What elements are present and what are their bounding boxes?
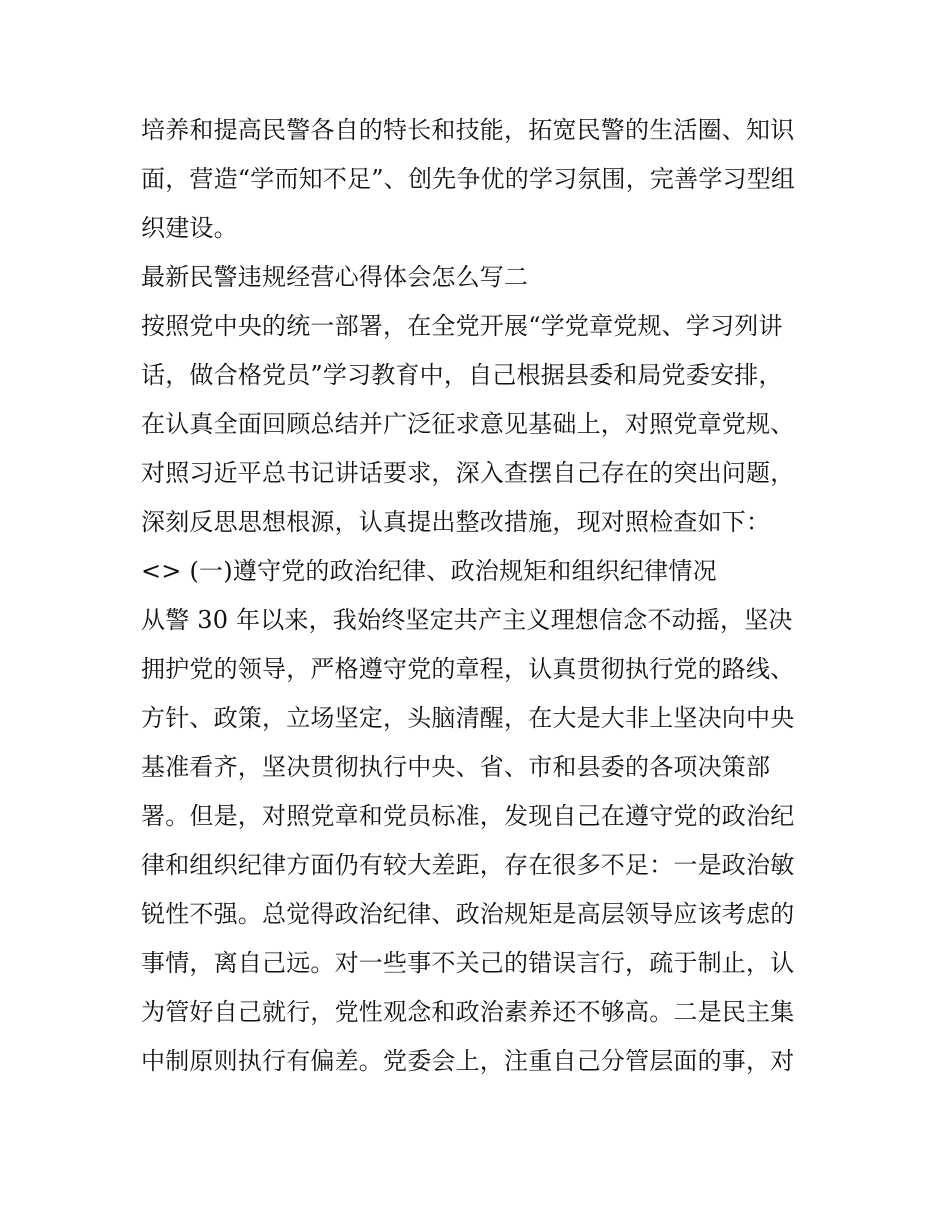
paragraph-line: 按照党中央的统一部署，在全党开展“学党章党规、学习列讲 — [141, 312, 783, 340]
paragraph-line: 织建设。 — [141, 214, 238, 242]
paragraph-line: 话，做合格党员”学习教育中，自己根据县委和局党委安排， — [141, 361, 783, 389]
paragraph-line: 为管好自己就行，党性观念和政治素养还不够高。二是民主集 — [141, 998, 795, 1026]
paragraph-line: 锐性不强。总觉得政治纪律、政治规矩是高层领导应该考虑的 — [141, 900, 795, 928]
paragraph-line: 基准看齐，坚决贯彻执行中央、省、市和县委的各项决策部 — [141, 753, 771, 781]
paragraph-line: 深刻反思思想根源，认真提出整改措施，现对照检查如下： — [141, 508, 771, 536]
paragraph-line: 署。但是，对照党章和党员标准，发现自己在遵守党的政治纪 — [141, 802, 795, 830]
paragraph-line: 在认真全面回顾总结并广泛征求意见基础上，对照党章党规、 — [141, 410, 795, 438]
paragraph-line: 从警 30 年以来，我始终坚定共产主义理想信念不动摇，坚决 — [141, 606, 793, 634]
paragraph-line: 事情，离自己远。对一些事不关己的错误言行，疏于制止，认 — [141, 949, 795, 977]
document-page — [141, 106, 813, 1086]
paragraph-line: 对照习近平总书记讲话要求，深入查摆自己存在的突出问题， — [141, 459, 795, 487]
paragraph-line: 中制原则执行有偏差。党委会上，注重自己分管层面的事，对 — [141, 1047, 795, 1075]
paragraph-line: 面，营造“学而知不足”、创先争优的学习氛围，完善学习型组 — [141, 165, 796, 193]
section-heading: 最新民警违规经营心得体会怎么写二 — [141, 263, 529, 291]
paragraph-line: 方针、政策，立场坚定，头脑清醒，在大是大非上坚决向中央 — [141, 704, 795, 732]
subsection-heading: <> (一)遵守党的政治纪律、政治规矩和组织纪律情况 — [141, 557, 717, 585]
paragraph-line: 培养和提高民警各自的特长和技能，拓宽民警的生活圈、知识 — [141, 116, 795, 144]
paragraph-line: 律和组织纪律方面仍有较大差距，存在很多不足：一是政治敏 — [141, 851, 795, 879]
paragraph-line: 拥护党的领导，严格遵守党的章程，认真贯彻执行党的路线、 — [141, 655, 795, 683]
